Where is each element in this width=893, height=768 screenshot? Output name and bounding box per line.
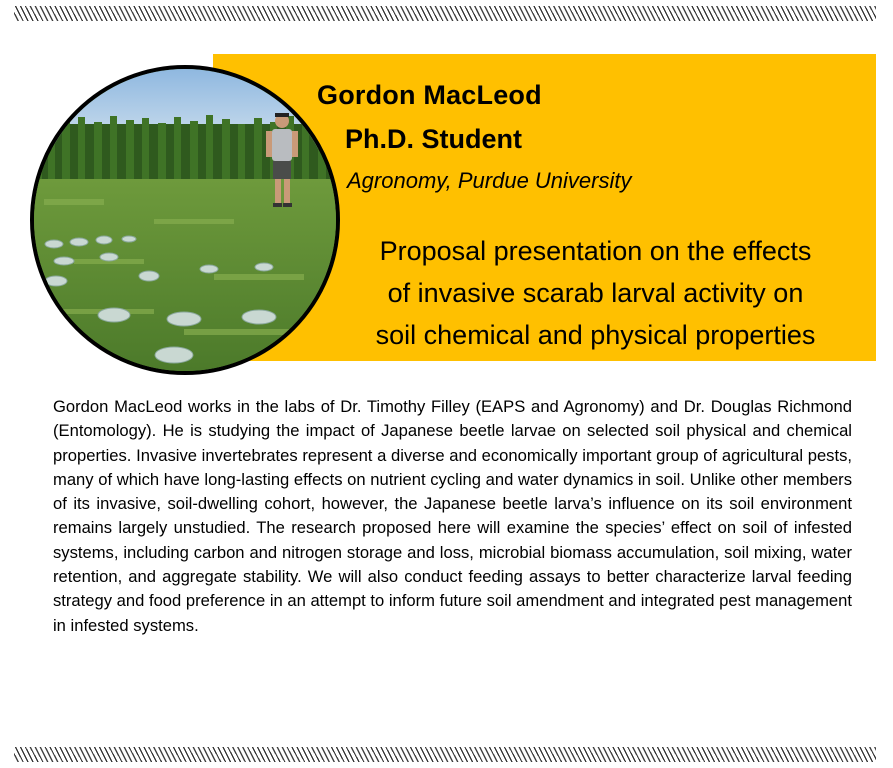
talk-title-line: soil chemical and physical properties: [375, 320, 816, 350]
talk-title: [318, 230, 873, 356]
bio-paragraph: Gordon MacLeod works in the labs of Dr. Timothy Filley (EAPS and Agronomy) and Dr. Douglas Richmond (Entomology). He is studying the impact of Japanese beetle larvae on selected soil physical and chemical properties. Invasive invertebrates represent a diverse and economically important group of agricultural pests, many of which have long-lasting effects on nutrient cycling and water dynamics in soil. Unlike other members of its invasive, soil-dwelling cohort, however, the Japanese beetle larva’s influence on its soil environment remains largely unstudied. The research proposed here will examine the species’ effect on soil of infested systems, including carbon and nitrogen storage and loss, microbial biomass accumulation, soil mixing, water retention, and aggregate stability. We will also conduct feeding assays to better characterize larval feeding strategy and food preference in an attempt to inform future soil amendment and integrated pest management in infested systems.: [53, 397, 852, 635]
speaker-name: Gordon MacLeod: [317, 80, 542, 110]
bottom-hatch-divider: [14, 747, 876, 762]
talk-title-line: of invasive scarab larval activity on: [387, 278, 804, 308]
field-photo-illustration: [34, 69, 336, 371]
profile-photo: [30, 65, 340, 375]
talk-title-line: Proposal presentation on the effects: [379, 236, 812, 266]
speaker-affiliation: Agronomy, Purdue University: [347, 168, 632, 193]
top-hatch-divider: [14, 6, 876, 21]
speaker-role: Ph.D. Student: [345, 124, 522, 154]
